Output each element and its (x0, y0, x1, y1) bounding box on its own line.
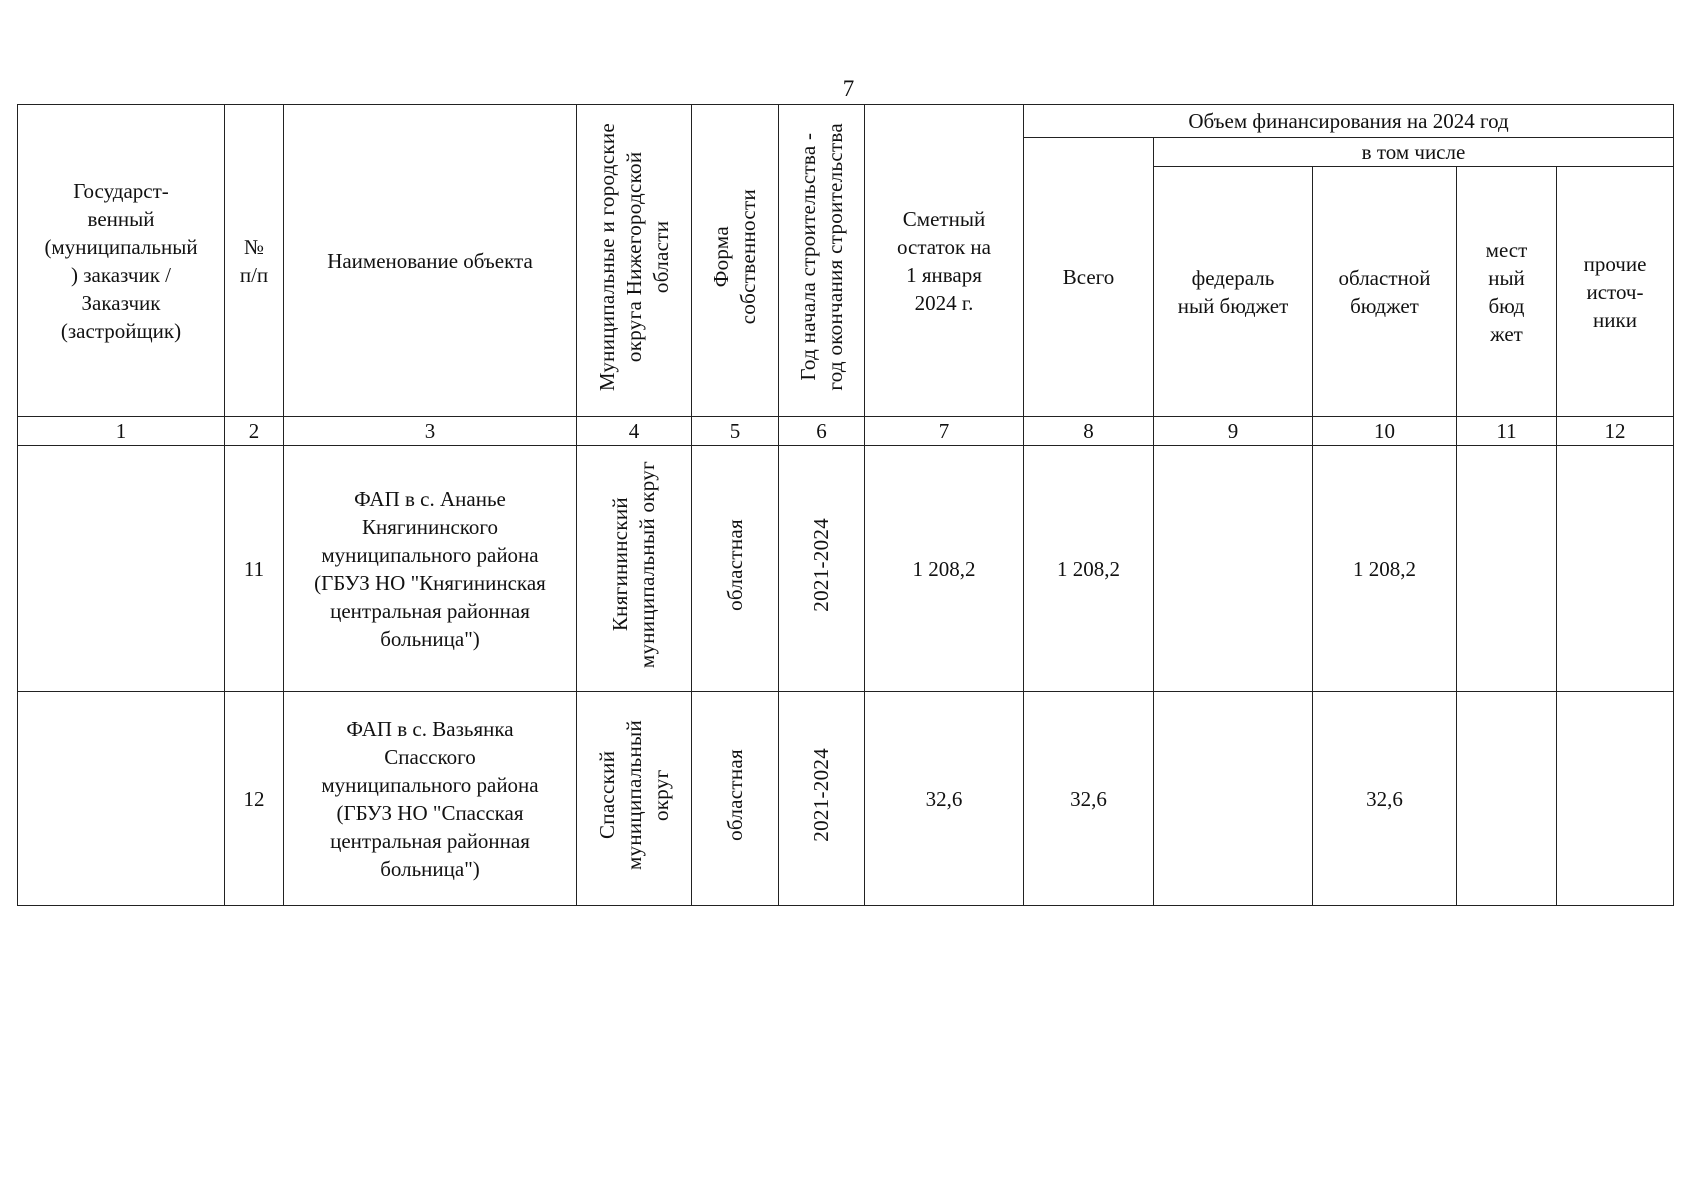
header-regional: областной бюджет (1313, 167, 1457, 417)
header-row-1 (18, 105, 1674, 138)
row-federal (1154, 446, 1313, 692)
header-object-name: Наименование объекта (284, 105, 577, 417)
column-number: 7 (865, 417, 1024, 446)
row-object-name: ФАП в с. Ананье Княгининского муниципального района (ГБУЗ НО "Княгининская центральная районная больница") (284, 446, 577, 692)
table-row (18, 446, 1674, 692)
header-financing: Объем финансирования на 2024 год (1024, 105, 1674, 138)
header-number: № п/п (225, 105, 284, 417)
financing-table (17, 104, 1674, 906)
row-years (779, 446, 865, 692)
table-row (18, 692, 1674, 906)
row-years-text: 2021-2024 (809, 748, 833, 842)
column-number: 10 (1313, 417, 1457, 446)
row-other (1557, 692, 1674, 906)
row-total: 32,6 (1024, 692, 1154, 906)
header-ownership-text: Форма собственности (709, 189, 760, 325)
header-district (577, 105, 692, 417)
row-years-text: 2021-2024 (809, 518, 833, 612)
column-number: 9 (1154, 417, 1313, 446)
row-ownership-text: областная (722, 519, 747, 611)
row-local (1457, 446, 1557, 692)
row-years (779, 692, 865, 906)
column-number: 5 (692, 417, 779, 446)
row-customer (18, 692, 225, 906)
header-ownership (692, 105, 779, 417)
header-total: Всего (1024, 138, 1154, 417)
row-number: 11 (225, 446, 284, 692)
page-number: 7 (842, 76, 855, 101)
row-ownership (692, 692, 779, 906)
row-total: 1 208,2 (1024, 446, 1154, 692)
column-number: 4 (577, 417, 692, 446)
column-number: 11 (1457, 417, 1557, 446)
column-number: 2 (225, 417, 284, 446)
column-number: 1 (18, 417, 225, 446)
column-number: 3 (284, 417, 577, 446)
column-number-row (18, 417, 1674, 446)
header-customer: Государст- венный (муниципальный ) заказчик / Заказчик (застройщик) (18, 105, 225, 417)
row-district-text: Спасский муниципальный округ (594, 719, 673, 871)
header-years (779, 105, 865, 417)
header-district-text: Муниципальные и городские округа Нижегородской области (594, 122, 673, 392)
row-district (577, 692, 692, 906)
row-other (1557, 446, 1674, 692)
row-local (1457, 692, 1557, 906)
row-federal (1154, 692, 1313, 906)
row-object-name: ФАП в с. Вазьянка Спасского муниципального района (ГБУЗ НО "Спасская центральная районная больница") (284, 692, 577, 906)
row-district (577, 446, 692, 692)
header-local: мест ный бюд жет (1457, 167, 1557, 417)
header-including: в том числе (1154, 138, 1674, 167)
row-number: 12 (225, 692, 284, 906)
row-balance: 32,6 (865, 692, 1024, 906)
row-balance: 1 208,2 (865, 446, 1024, 692)
row-regional: 32,6 (1313, 692, 1457, 906)
header-federal: федераль ный бюджет (1154, 167, 1313, 417)
row-ownership-text: областная (722, 749, 747, 841)
row-regional: 1 208,2 (1313, 446, 1457, 692)
row-ownership (692, 446, 779, 692)
row-district-text: Княгининский муниципальный округ (608, 461, 659, 669)
header-balance: Сметный остаток на 1 января 2024 г. (865, 105, 1024, 417)
column-number: 6 (779, 417, 865, 446)
column-number: 8 (1024, 417, 1154, 446)
column-number: 12 (1557, 417, 1674, 446)
header-years-text: Год начала строительства - год окончания строительства (795, 123, 847, 391)
row-customer (18, 446, 225, 692)
header-other: прочие источ- ники (1557, 167, 1674, 417)
